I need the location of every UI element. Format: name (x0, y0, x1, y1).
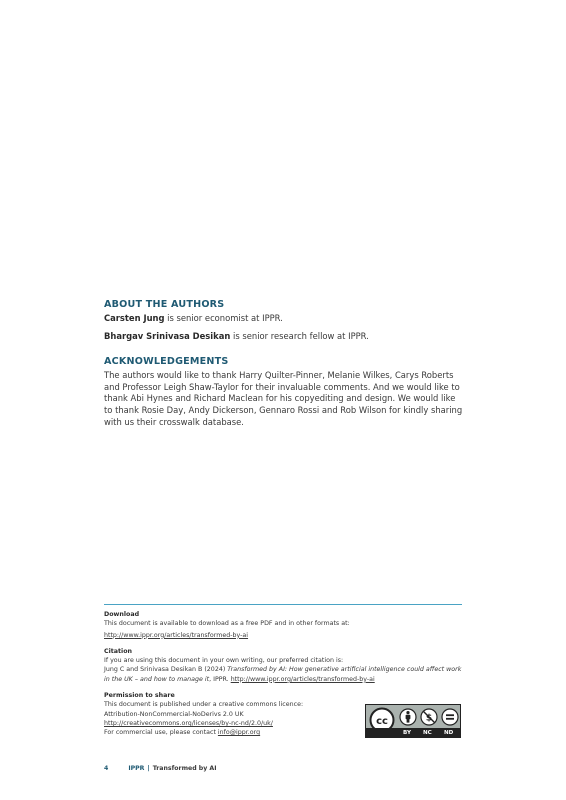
contact-prefix: For commercial use, please contact (104, 729, 218, 737)
author2-line (104, 331, 466, 343)
citation-heading: Citation (104, 647, 133, 655)
svg-text:$: $ (425, 713, 433, 724)
download-block (104, 610, 464, 640)
cc-label-by: BY (403, 730, 412, 736)
permission-line2: Attribution-NonCommercial-NoDerivs 2.0 UK (104, 710, 244, 718)
front-matter (104, 299, 466, 434)
footer-separator: | (147, 765, 150, 772)
noncommercial-icon (420, 708, 438, 726)
page-footer (104, 765, 217, 772)
svg-text:cc: cc (376, 716, 388, 727)
citation-authors: Jung C and Srinivasa Desikan B (2024) (104, 666, 228, 674)
citation-block (104, 647, 464, 684)
about-heading: ABOUT THE AUTHORS (104, 299, 225, 310)
licence-link[interactable]: http://creativecommons.org/licenses/by-nc-nd/2.0/uk/ (104, 719, 273, 727)
cc-label-nc: NC (423, 730, 432, 736)
acknowledgements-heading: ACKNOWLEDGEMENTS (104, 356, 229, 368)
noderivatives-icon (441, 708, 459, 726)
citation-intro: If you are using this document in your own writing, our preferred citation is: (104, 657, 344, 665)
download-heading: Download (104, 611, 140, 618)
citation-publisher: , IPPR. (209, 675, 231, 683)
permission-line1: This document is published under a creative commons licence: (104, 701, 304, 709)
acknowledgements-text: The authors would like to thank Harry Quilter-Pinner, Melanie Wilkes, Carys Roberts and Professor Leigh Shaw-Taylor for their invaluable comments. And we would like to thank Abi Hynes and Richard Maclean for his copyediting and design. We would like to thank Rosie Day, Andy Dickerson, Gennaro Rossi and Rob Wilson for kindly sharing with us their crosswalk database. (104, 370, 463, 427)
cc-license-badge[interactable] (365, 704, 461, 738)
footer-divider (104, 604, 462, 605)
author2-role: is senior research fellow at IPPR. (230, 330, 369, 341)
page-number: 4 (104, 765, 109, 772)
author2-name: Bhargav Srinivasa Desikan (104, 330, 231, 341)
author1-line (104, 313, 466, 325)
download-link[interactable]: http://www.ippr.org/articles/transformed-by-ai (104, 631, 249, 639)
citation-title: Transformed by AI: How generative artificial intelligence could affect work in the UK – and how to manage it (104, 666, 462, 683)
citation-link[interactable]: http://www.ippr.org/articles/transformed-by-ai (230, 675, 375, 683)
author1-name: Carsten Jung (104, 313, 165, 323)
footer-report-title: Transformed by AI (152, 765, 217, 772)
author1-role: is senior economist at IPPR. (164, 313, 283, 323)
download-text: This document is available to download as a free PDF and in other formats at: (104, 620, 350, 628)
attribution-icon (399, 708, 417, 726)
footer-org: IPPR (128, 765, 145, 772)
citation-text (104, 665, 464, 684)
contact-email-link[interactable]: info@ippr.org (217, 729, 261, 737)
cc-label-nd: ND (444, 730, 454, 736)
permission-heading: Permission to share (104, 692, 175, 700)
